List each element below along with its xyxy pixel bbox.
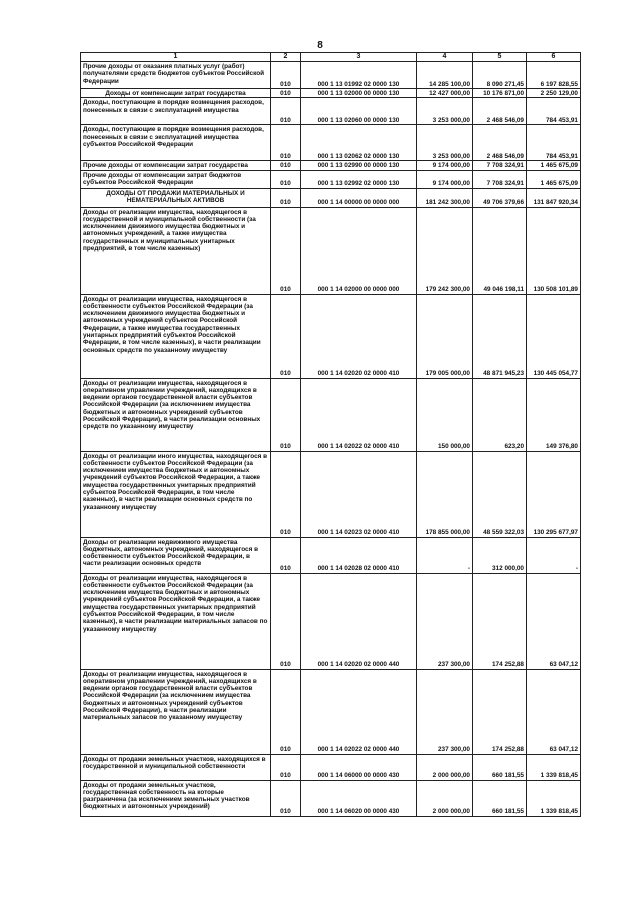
row-unexecuted-amount: 130 508 101,89 [527, 207, 581, 294]
row-unexecuted-amount: 149 376,80 [527, 378, 581, 451]
row-unexecuted-amount: 6 197 828,55 [527, 62, 581, 89]
row-executed-amount: 8 090 271,45 [473, 62, 527, 89]
column-number-row [81, 53, 581, 62]
row-code: 010 [271, 780, 301, 816]
row-code: 010 [271, 188, 301, 207]
row-code: 010 [271, 89, 301, 98]
table-row [81, 161, 581, 170]
row-unexecuted-amount: 63 047,12 [527, 573, 581, 669]
row-code: 010 [271, 294, 301, 378]
row-executed-amount: 174 252,88 [473, 573, 527, 669]
table-row [81, 188, 581, 207]
row-name: Доходы от реализации имущества, находящегося в оперативном управлении учреждений, находящихся в ведении органов государственной власти субъектов Российской Федерации (за исключением имущества бюджетных и автономных учреждений субъектов Российской Федерации), в части реализации материальных запасов по указанному имуществу [81, 669, 271, 754]
row-approved-amount: 150 000,00 [417, 378, 473, 451]
row-executed-amount: 48 871 945,23 [473, 294, 527, 378]
row-name: Доходы, поступающие в порядке возмещения расходов, понесенных в связи с эксплуатацией имущества [81, 98, 271, 125]
revenue-table [80, 52, 581, 817]
row-unexecuted-amount: 130 445 054,77 [527, 294, 581, 378]
row-code: 010 [271, 754, 301, 780]
row-approved-amount: 181 242 300,00 [417, 188, 473, 207]
row-code: 010 [271, 161, 301, 170]
row-name: Доходы от реализации недвижимого имущества бюджетных, автономных учреждений, находящегося в собственности субъектов Российской Федерации, в части реализации основных средств [81, 537, 271, 573]
row-budget-code: 000 1 13 02060 00 0000 130 [301, 98, 417, 125]
row-name: Доходы от реализации имущества, находящегося в собственности субъектов Российской Федерации (за исключением имущества бюджетных и автономных учреждений субъектов Российской Федерации, а также имущества государственных унитарных предприятий субъектов Российской Федерации, в том числе казенных), в части реализации материальных запасов по указанному имуществу [81, 573, 271, 669]
table-row [81, 62, 581, 89]
row-code: 010 [271, 573, 301, 669]
row-budget-code: 000 1 13 02062 02 0000 130 [301, 125, 417, 161]
row-executed-amount: 2 468 546,09 [473, 125, 527, 161]
row-unexecuted-amount: 2 250 129,00 [527, 89, 581, 98]
page-number: 8 [317, 40, 323, 51]
row-name: ДОХОДЫ ОТ ПРОДАЖИ МАТЕРИАЛЬНЫХ И НЕМАТЕРИАЛЬНЫХ АКТИВОВ [81, 188, 271, 207]
row-executed-amount: 660 181,55 [473, 780, 527, 816]
column-number: 5 [473, 53, 527, 62]
row-approved-amount: - [417, 537, 473, 573]
table-row [81, 573, 581, 669]
row-budget-code: 000 1 14 00000 00 0000 000 [301, 188, 417, 207]
row-name: Прочие доходы от компенсации затрат бюджетов субъектов Российской Федерации [81, 170, 271, 188]
row-budget-code: 000 1 14 06020 00 0000 430 [301, 780, 417, 816]
row-budget-code: 000 1 14 06000 00 0000 430 [301, 754, 417, 780]
table-row [81, 378, 581, 451]
column-number: 3 [301, 53, 417, 62]
row-name: Доходы от реализации иного имущества, находящегося в собственности субъектов Российской Федерации (за исключением имущества бюджетных и автономных учреждений субъектов Российской Федерации, а также имущества государственных унитарных предприятий субъектов Российской Федерации, в том числе казенных), в части реализации основных средств по указанному имуществу [81, 451, 271, 537]
row-approved-amount: 3 253 000,00 [417, 98, 473, 125]
row-budget-code: 000 1 14 02000 00 0000 000 [301, 207, 417, 294]
table-row [81, 780, 581, 816]
row-approved-amount: 12 427 000,00 [417, 89, 473, 98]
row-unexecuted-amount: 63 047,12 [527, 669, 581, 754]
row-executed-amount: 660 181,55 [473, 754, 527, 780]
row-unexecuted-amount: 784 453,91 [527, 98, 581, 125]
row-code: 010 [271, 98, 301, 125]
row-approved-amount: 237 300,00 [417, 669, 473, 754]
row-unexecuted-amount: 1 339 818,45 [527, 780, 581, 816]
row-approved-amount: 9 174 000,00 [417, 170, 473, 188]
row-code: 010 [271, 207, 301, 294]
row-approved-amount: 2 000 000,00 [417, 780, 473, 816]
column-number: 4 [417, 53, 473, 62]
row-code: 010 [271, 669, 301, 754]
row-name: Доходы от компенсации затрат государства [81, 89, 271, 98]
row-name: Доходы от реализации имущества, находящегося в оперативном управлении учреждений, находящихся в ведении органов государственной власти субъектов Российской Федерации (за исключением имущества бюджетных и автономных учреждений субъектов Российской Федерации), в части реализации основных средств по указанному имуществу [81, 378, 271, 451]
row-executed-amount: 10 176 871,00 [473, 89, 527, 98]
row-budget-code: 000 1 13 02990 00 0000 130 [301, 161, 417, 170]
table-row [81, 170, 581, 188]
row-executed-amount: 7 708 324,91 [473, 161, 527, 170]
row-budget-code: 000 1 14 02020 02 0000 410 [301, 294, 417, 378]
row-budget-code: 000 1 14 02028 02 0000 410 [301, 537, 417, 573]
row-executed-amount: 7 708 324,91 [473, 170, 527, 188]
row-executed-amount: 49 046 198,11 [473, 207, 527, 294]
row-name: Прочие доходы от компенсации затрат государства [81, 161, 271, 170]
column-number: 2 [271, 53, 301, 62]
table-row [81, 98, 581, 125]
row-name: Прочие доходы от оказания платных услуг (работ) получателями средств бюджетов субъектов Российской Федерации [81, 62, 271, 89]
row-name: Доходы, поступающие в порядке возмещения расходов, понесенных в связи с эксплуатацией имущества субъектов Российской Федерации [81, 125, 271, 161]
row-executed-amount: 623,20 [473, 378, 527, 451]
row-code: 010 [271, 451, 301, 537]
row-budget-code: 000 1 14 02022 02 0000 440 [301, 669, 417, 754]
row-unexecuted-amount: 784 453,91 [527, 125, 581, 161]
table-row [81, 89, 581, 98]
row-name: Доходы от продажи земельных участков, государственная собственность на которые разграничена (за исключением земельных участков бюджетных и автономных учреждений) [81, 780, 271, 816]
column-number: 1 [81, 53, 271, 62]
row-budget-code: 000 1 13 02000 00 0000 130 [301, 89, 417, 98]
row-code: 010 [271, 537, 301, 573]
table-row [81, 207, 581, 294]
row-executed-amount: 48 559 322,03 [473, 451, 527, 537]
row-approved-amount: 179 005 000,00 [417, 294, 473, 378]
row-unexecuted-amount: 1 465 675,09 [527, 161, 581, 170]
table-row [81, 294, 581, 378]
table-row [81, 754, 581, 780]
table-row [81, 125, 581, 161]
row-unexecuted-amount: 1 465 675,09 [527, 170, 581, 188]
row-approved-amount: 3 253 000,00 [417, 125, 473, 161]
row-budget-code: 000 1 13 02992 02 0000 130 [301, 170, 417, 188]
row-name: Доходы от продажи земельных участков, находящихся в государственной и муниципальной собственности [81, 754, 271, 780]
table-row [81, 451, 581, 537]
column-number: 6 [527, 53, 581, 62]
row-executed-amount: 174 252,88 [473, 669, 527, 754]
row-executed-amount: 312 000,00 [473, 537, 527, 573]
row-executed-amount: 2 468 546,09 [473, 98, 527, 125]
row-approved-amount: 179 242 300,00 [417, 207, 473, 294]
row-budget-code: 000 1 13 01992 02 0000 130 [301, 62, 417, 89]
row-budget-code: 000 1 14 02023 02 0000 410 [301, 451, 417, 537]
row-approved-amount: 9 174 000,00 [417, 161, 473, 170]
row-code: 010 [271, 170, 301, 188]
row-name: Доходы от реализации имущества, находящегося в собственности субъектов Российской Федерации (за исключением движимого имущества бюджетных и автономных учреждений субъектов Российской Федерации, а также имущества государственных унитарных предприятий субъектов Российской Федерации, в том числе казенных), в части реализации основных средств по указанному имуществу [81, 294, 271, 378]
row-approved-amount: 14 285 100,00 [417, 62, 473, 89]
row-unexecuted-amount: - [527, 537, 581, 573]
row-approved-amount: 178 855 000,00 [417, 451, 473, 537]
row-name: Доходы от реализации имущества, находящегося в государственной и муниципальной собственности (за исключением движимого имущества бюджетных и автономных учреждений, а также имущества государственных и муниципальных унитарных предприятий, в том числе казенных) [81, 207, 271, 294]
row-budget-code: 000 1 14 02022 02 0000 410 [301, 378, 417, 451]
row-budget-code: 000 1 14 02020 02 0000 440 [301, 573, 417, 669]
row-code: 010 [271, 125, 301, 161]
row-code: 010 [271, 378, 301, 451]
row-code: 010 [271, 62, 301, 89]
row-unexecuted-amount: 130 295 677,97 [527, 451, 581, 537]
row-unexecuted-amount: 1 339 818,45 [527, 754, 581, 780]
row-executed-amount: 49 706 379,66 [473, 188, 527, 207]
table-row [81, 537, 581, 573]
row-unexecuted-amount: 131 847 920,34 [527, 188, 581, 207]
row-approved-amount: 2 000 000,00 [417, 754, 473, 780]
table-row [81, 669, 581, 754]
row-approved-amount: 237 300,00 [417, 573, 473, 669]
